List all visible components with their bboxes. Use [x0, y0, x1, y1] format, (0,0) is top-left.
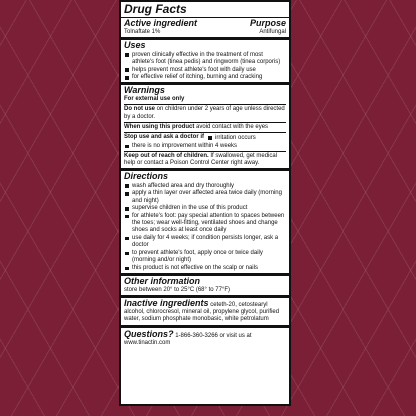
other-information-text: store between 20° to 25°C (68° to 77°F) — [124, 286, 230, 293]
purpose-heading: Purpose — [249, 18, 286, 29]
directions-list — [124, 183, 286, 272]
divider — [124, 132, 286, 133]
panel-title: Drug Facts — [124, 2, 187, 16]
list-item: helps prevent most athlete's foot with daily use — [124, 67, 286, 74]
keep-out-of-reach-line: Keep out of reach of children. If swallowed, get medical help or contact a Poison Control Center right away. — [124, 152, 278, 167]
inactive-ingredients-block — [124, 299, 286, 324]
divider — [124, 122, 286, 123]
do-not-use-line: Do not use on children under 2 years of age unless directed by a doctor. — [124, 106, 285, 120]
divider — [121, 37, 289, 40]
list-item: for athlete's foot: pay special attention to spaces between the toes; wear well-fitting, ventilated shoes and change shoes and socks at least once daily — [124, 213, 286, 235]
list-item: for effective relief of itching, burning and cracking — [124, 74, 286, 81]
inactive-ingredients-text: ceteth-20, cetostearyl alcohol, chlorocresol, mineral oil, propylene glycol, purified water, sodium phosphate monobasic, white petrolatum — [124, 302, 280, 323]
stop-use-list-cont — [124, 143, 286, 150]
active-ingredient-value: Tolnaftate 1% — [124, 29, 161, 36]
inactive-ingredients-heading: Inactive ingredients — [124, 298, 209, 309]
divider — [124, 104, 286, 105]
stop-use-list — [207, 134, 286, 142]
list-item: irritation occurs — [207, 135, 286, 142]
uses-heading: Uses — [124, 40, 146, 51]
list-item: supervise children in the use of this product — [124, 205, 286, 212]
list-item: apply a thin layer over affected area twice daily (morning and night) — [124, 190, 286, 204]
stop-use-block: Stop use and ask a doctor if irritation occurs — [124, 134, 286, 142]
list-item: this product is not effective on the scalp or nails — [124, 265, 286, 272]
when-using-line: When using this product avoid contact with the eyes — [124, 123, 269, 130]
divider — [124, 151, 286, 152]
active-ingredient-heading: Active ingredient — [124, 18, 198, 29]
drug-facts-panel — [119, 0, 291, 406]
list-item: use daily for 4 weeks; if condition persists longer, ask a doctor — [124, 235, 286, 249]
warnings-heading: Warnings — [124, 85, 165, 96]
purpose-value: Antifungal — [259, 29, 286, 36]
list-item: proven clinically effective in the treatment of most athlete's foot (tinea pedis) and ringworm (tinea corporis) — [124, 52, 286, 66]
questions-heading: Questions? — [124, 328, 174, 339]
list-item: wash affected area and dry thoroughly — [124, 183, 286, 190]
active-ingredient-row — [124, 29, 286, 36]
questions-text: 1-866-360-3266 or visit us at www.tinactin.com — [124, 332, 252, 346]
list-item: there is no improvement within 4 weeks — [124, 143, 286, 150]
divider — [121, 325, 289, 328]
uses-list — [124, 52, 286, 82]
other-information-heading: Other information — [124, 275, 200, 286]
directions-heading: Directions — [124, 171, 169, 182]
active-ingredient-header-row — [124, 19, 286, 29]
list-item: to prevent athlete's foot, apply once or twice daily (morning and/or night) — [124, 250, 286, 264]
questions-line — [124, 329, 286, 347]
external-use-line: For external use only — [124, 96, 185, 103]
